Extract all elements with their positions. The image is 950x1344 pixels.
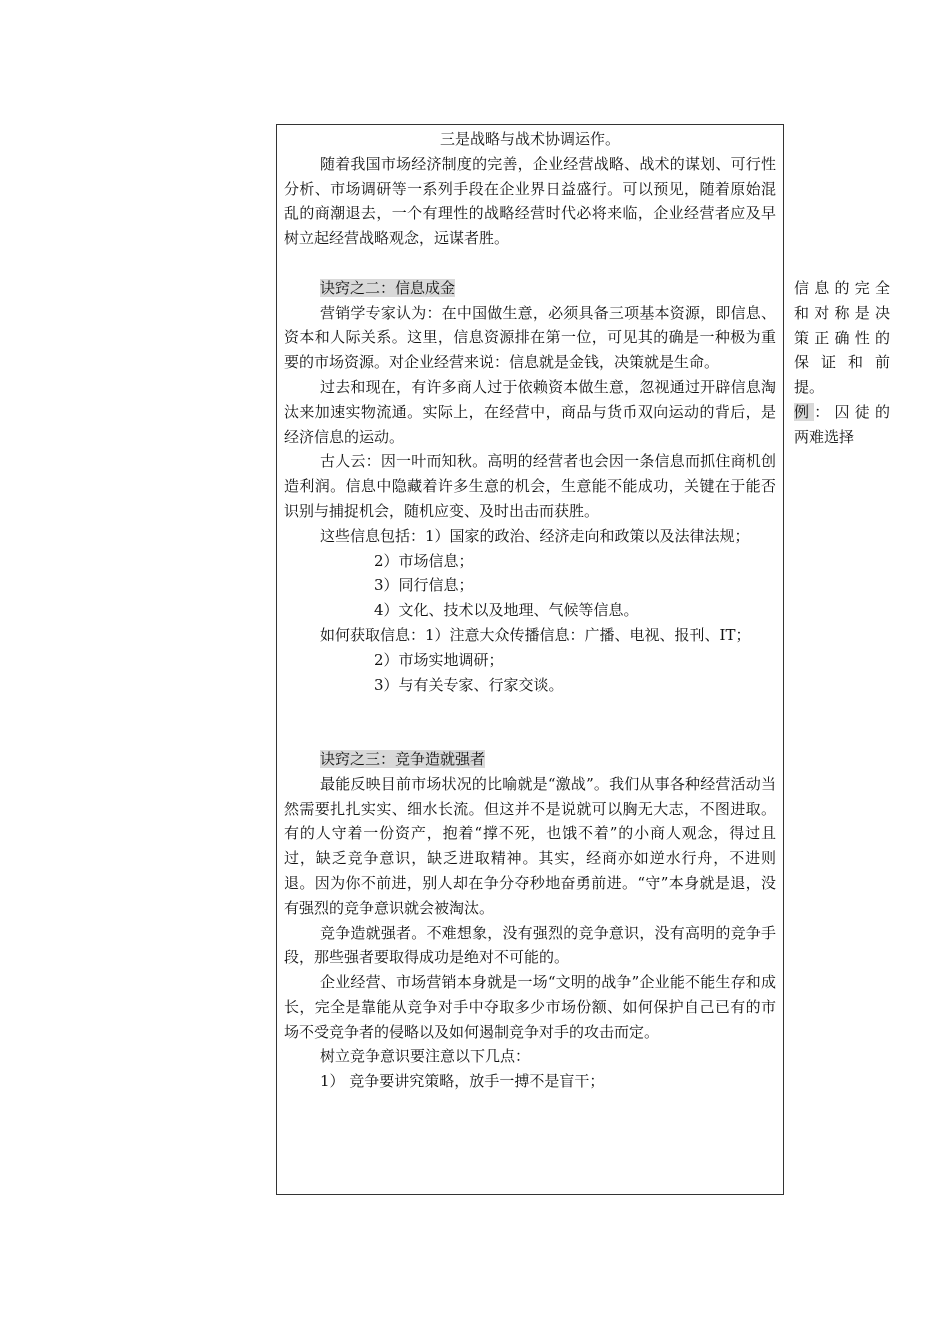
sidebar-note-line: 保证和前 bbox=[794, 353, 890, 372]
sidebar-example-line bbox=[794, 400, 890, 425]
section2-paragraph-4: 这些信息包括：1）国家的政治、经济走向和政策以及法律法规； bbox=[320, 526, 750, 545]
sidebar-note-line: 和对称是决 bbox=[794, 303, 890, 322]
blank-line bbox=[284, 251, 776, 276]
section2-paragraph-2: 过去和现在，有许多商人过于依赖资本做生意，忽视通过开辟信息淘汰来加速实物流通。实际上，在经营中，商品与货币双向运动的背后，是经济信息的运动。 bbox=[284, 377, 776, 446]
sidebar-note-line: 信息的完全 bbox=[794, 279, 890, 297]
info-list-item: 2）市场信息； bbox=[374, 551, 474, 570]
section3-paragraph-3: 企业经营、市场营销本身就是一场“文明的战争”企业能不能生存和成长，完全是靠能从竞争对手中夺取多少市场份额、如何保护自己已有的市场不受竞争者的侵略以及如何遏制竞争对手的攻击而定。 bbox=[284, 973, 776, 1041]
sidebar-note bbox=[794, 276, 890, 450]
main-column bbox=[284, 127, 776, 1094]
section2-paragraph-5: 如何获取信息：1）注意大众传播信息：广播、电视、报刊、IT； bbox=[320, 625, 751, 644]
intro-title-line: 三是战略与战术协调运作。 bbox=[439, 130, 620, 148]
blank-line bbox=[284, 722, 776, 747]
section3-paragraph-4: 树立竞争意识要注意以下几点： bbox=[320, 1047, 531, 1066]
acquire-list-item: 3）与有关专家、行家交谈。 bbox=[374, 675, 564, 694]
section3-point-1: 1） 竞争要讲究策略，放手一搏不是盲干； bbox=[320, 1072, 605, 1091]
blank-line bbox=[284, 697, 776, 722]
info-list-item: 4）文化、技术以及地理、气候等信息。 bbox=[374, 601, 639, 620]
section2-paragraph-1: 营销学专家认为：在中国做生意，必须具备三项基本资源，即信息、资本和人际关系。这里，信息资源排在第一位，可见其的确是一种极为重要的市场资源。对企业经营来说：信息就是金钱，决策就是生命。 bbox=[284, 303, 776, 372]
section2-paragraph-3: 古人云：因一叶而知秋。高明的经营者也会因一条信息而抓住商机创造利润。信息中隐藏着许多生意的机会，生意能不能成功，关键在于能否识别与捕捉机会，随机应变、及时出击而获胜。 bbox=[284, 452, 776, 520]
section2-heading bbox=[284, 276, 776, 301]
sidebar-example-tail: 两难选择 bbox=[794, 427, 855, 446]
section3-heading-text: 诀窍之三：竞争造就强者 bbox=[320, 749, 486, 768]
sidebar-example-label: 例 bbox=[794, 402, 815, 421]
section3-heading bbox=[284, 747, 776, 772]
section2-heading-text: 诀窍之二：信息成金 bbox=[320, 278, 456, 297]
sidebar-note-line: 提。 bbox=[794, 378, 825, 397]
section3-paragraph-2: 竞争造就强者。不难想象，没有强烈的竞争意识，没有高明的竞争手段，那些强者要取得成功是绝对不可能的。 bbox=[284, 923, 776, 967]
intro-paragraph: 随着我国市场经济制度的完善，企业经营战略、战术的谋划、可行性分析、市场调研等一系列手段在企业界日益盛行。可以预见，随着原始混乱的商潮退去，一个有理性的战略经营时代必将来临，企业经营者应及早树立起经营战略观念，远谋者胜。 bbox=[284, 154, 776, 248]
acquire-list-item: 2）市场实地调研； bbox=[374, 650, 504, 669]
section3-paragraph-1: 最能反映目前市场状况的比喻就是“激战”。我们从事各种经营活动当然需要扎扎实实、细水长流。但这并不是说就可以胸无大志，不图进取。有的人守着一份资产，抱着“撑不死，也饿不着”的小商人观念，得过且过，缺乏竞争意识，缺乏进取精神。其实，经商亦如逆水行舟，不进则退。因为你不前进，别人却在争分夺秒地奋勇前进。“守”本身就是退，没有强烈的竞争意识就会被淘汰。 bbox=[284, 774, 776, 917]
sidebar-example-text: ：囚徒的 bbox=[814, 402, 890, 421]
info-list-item: 3）同行信息； bbox=[374, 576, 474, 595]
sidebar-note-line: 策正确性的 bbox=[794, 328, 890, 347]
